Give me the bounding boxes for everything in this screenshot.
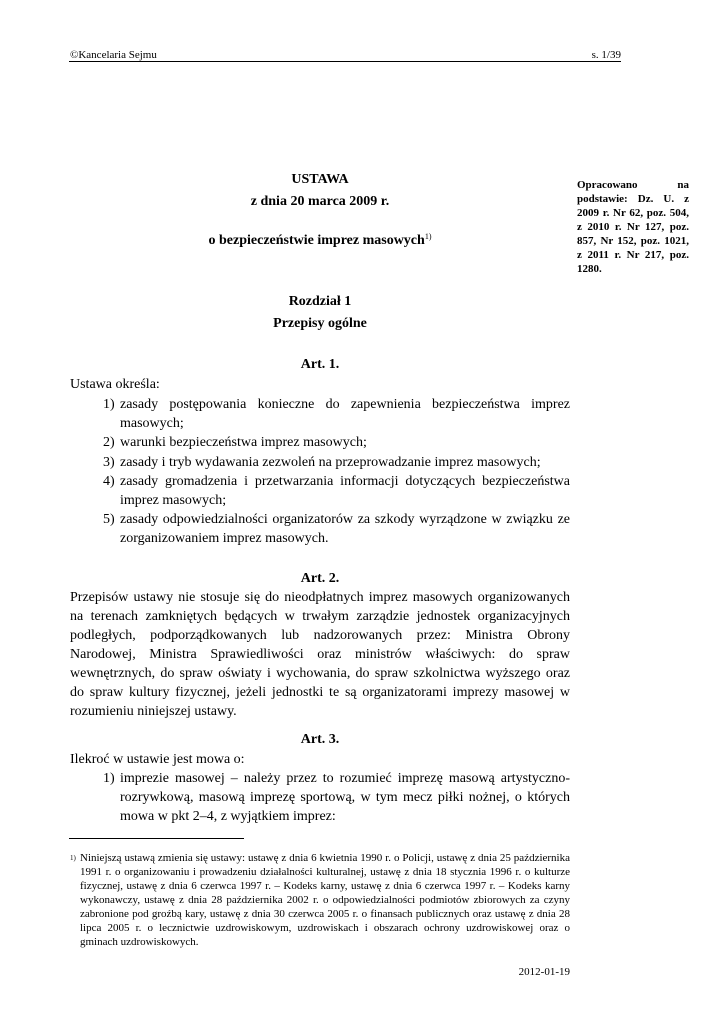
footnote-mark: 1) [70,854,76,862]
list-item-number: 2) [103,435,115,450]
list-item [103,472,570,510]
article-2-heading: Art. 2. [300,571,340,586]
list-item-number: 1) [103,397,115,412]
law-type: USTAWA [291,172,349,187]
footnote-text: Niniejszą ustawą zmienia się ustawy: ustawę z dnia 6 kwietnia 1990 r. o Policji, ustawę z dnia 25 października 1991 r. o organizowaniu i prowadzeniu działalności kulturalnej, ustawę z dnia 18 stycznia 1996 r. o kulturze fizycznej, ustawę z dnia 6 czerwca 1997 r. – Kodeks karny, ustawę z dnia 6 czerwca 1997 r. – Kodeks karny wykonawczy, ustawę z dnia 28 października 2002 r. o odpowiedzialności podmiotów zbiorowych za czyny zabronione pod groźbą kary, ustawę z dnia 30 czerwca 2005 r. o finansach publicznych oraz ustawę z dnia 28 lipca 2005 r. o lecznictwie uzdrowiskowym, uzdrowiskach i obszarach ochrony uzdrowiskowej oraz o gminach uzdrowiskowych. [80,852,570,948]
list-item [103,453,570,472]
footnote [70,851,570,949]
article-1-intro: Ustawa określa: [70,377,160,392]
list-item-number: 4) [103,474,115,489]
sidebar-note: Opracowano na podstawie: Dz. U. z 2009 r. Nr 62, poz. 504, z 2010 r. Nr 127, poz. 857, Nr 152, poz. 1021, z 2011 r. Nr 217, poz. 1280. [577,179,689,275]
list-item [103,395,570,433]
header-divider [69,61,621,62]
list-item-text: warunki bezpieczeństwa imprez masowych; [120,435,367,450]
article-3-heading: Art. 3. [300,732,340,747]
footnote-divider [69,838,244,839]
list-item-text: imprezie masowej – należy przez to rozumieć imprezę masową artystyczno-rozrywkową, masową imprezę sportową, w tym mecz piłki nożnej, o których mowa w pkt 2–4, z wyjątkiem imprez: [120,771,570,824]
list-item-text: zasady odpowiedzialności organizatorów za szkody wyrządzone w związku ze zorganizowaniem imprez masowych. [120,512,570,546]
header-copyright: ©Kancelaria Sejmu [70,49,157,61]
list-item-text: zasady postępowania konieczne do zapewnienia bezpieczeństwa imprez masowych; [120,397,570,431]
chapter-number: Rozdział 1 [288,294,352,309]
list-item-number: 1) [103,771,115,786]
article-1-heading: Art. 1. [300,357,340,372]
list-item [103,769,570,826]
list-item-text: zasady gromadzenia i przetwarzania informacji dotyczących bezpieczeństwa imprez masowych; [120,474,570,508]
list-item [103,510,570,548]
list-item-number: 3) [103,455,115,470]
list-item-number: 5) [103,512,115,527]
footnote-ref[interactable]: 1) [424,232,432,241]
law-title [70,232,570,249]
list-item-text: zasady i tryb wydawania zezwoleń na przeprowadzanie imprez masowych; [120,455,541,470]
law-date: z dnia 20 marca 2009 r. [250,194,390,209]
footer-date: 2012-01-19 [518,966,570,978]
chapter-title: Przepisy ogólne [273,316,367,331]
article-2-body: Przepisów ustawy nie stosuje się do nieodpłatnych imprez masowych organizowanych na terenach zamkniętych będących w trwałym zarządzie jednostek organizacyjnych podległych, podporządkowanych lub nadzorowanych przez: Ministra Obrony Narodowej, Ministra Sprawiedliwości oraz ministrów właściwych: do spraw wewnętrznych, do spraw oświaty i wychowania, do spraw szkolnictwa wyższego oraz do spraw kultury fizycznej, jeżeli jednostki te są organizatorami imprezy masowej w rozumieniu niniejszej ustawy. [70,590,570,719]
law-title-text: o bezpieczeństwie imprez masowych [208,233,425,248]
list-item [103,433,570,452]
article-3-intro: Ilekroć w ustawie jest mowa o: [70,752,245,767]
page-number: s. 1/39 [591,49,621,61]
